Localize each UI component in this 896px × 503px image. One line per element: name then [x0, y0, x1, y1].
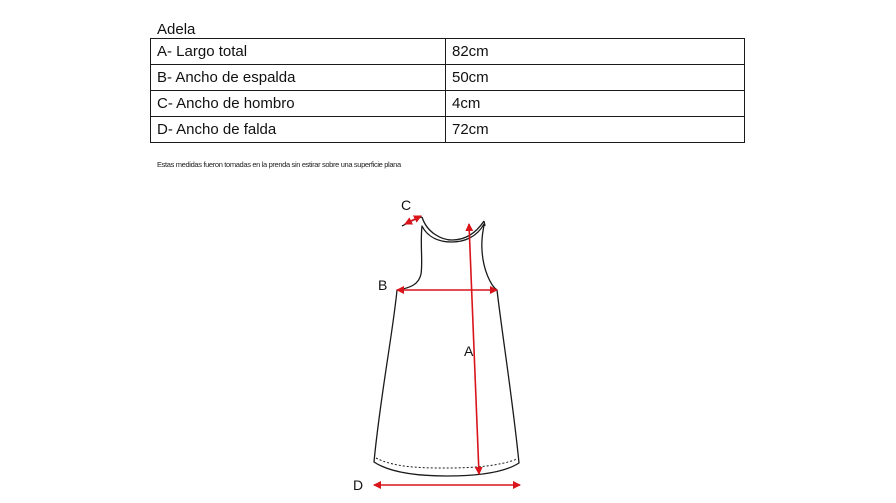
measurement-label: B- Ancho de espalda	[151, 65, 446, 91]
label-c: C	[401, 197, 412, 213]
label-a: A	[464, 343, 474, 359]
measurement-label: D- Ancho de falda	[151, 117, 446, 143]
label-d: D	[353, 477, 364, 493]
measurement-label: C- Ancho de hombro	[151, 91, 446, 117]
measurement-value: 4cm	[446, 91, 745, 117]
label-b: B	[378, 277, 388, 293]
measurement-note: Estas medidas fueron tomadas en la prenda sin estirar sobre una superficie plana	[157, 160, 401, 169]
arrow-c	[405, 216, 421, 224]
measurement-value: 50cm	[446, 65, 745, 91]
dress-outline	[374, 217, 519, 476]
measurement-value: 72cm	[446, 117, 745, 143]
measurement-label: A- Largo total	[151, 39, 446, 65]
measurement-value: 82cm	[446, 39, 745, 65]
measurement-arrows	[374, 216, 520, 485]
product-title: Adela	[157, 21, 196, 38]
